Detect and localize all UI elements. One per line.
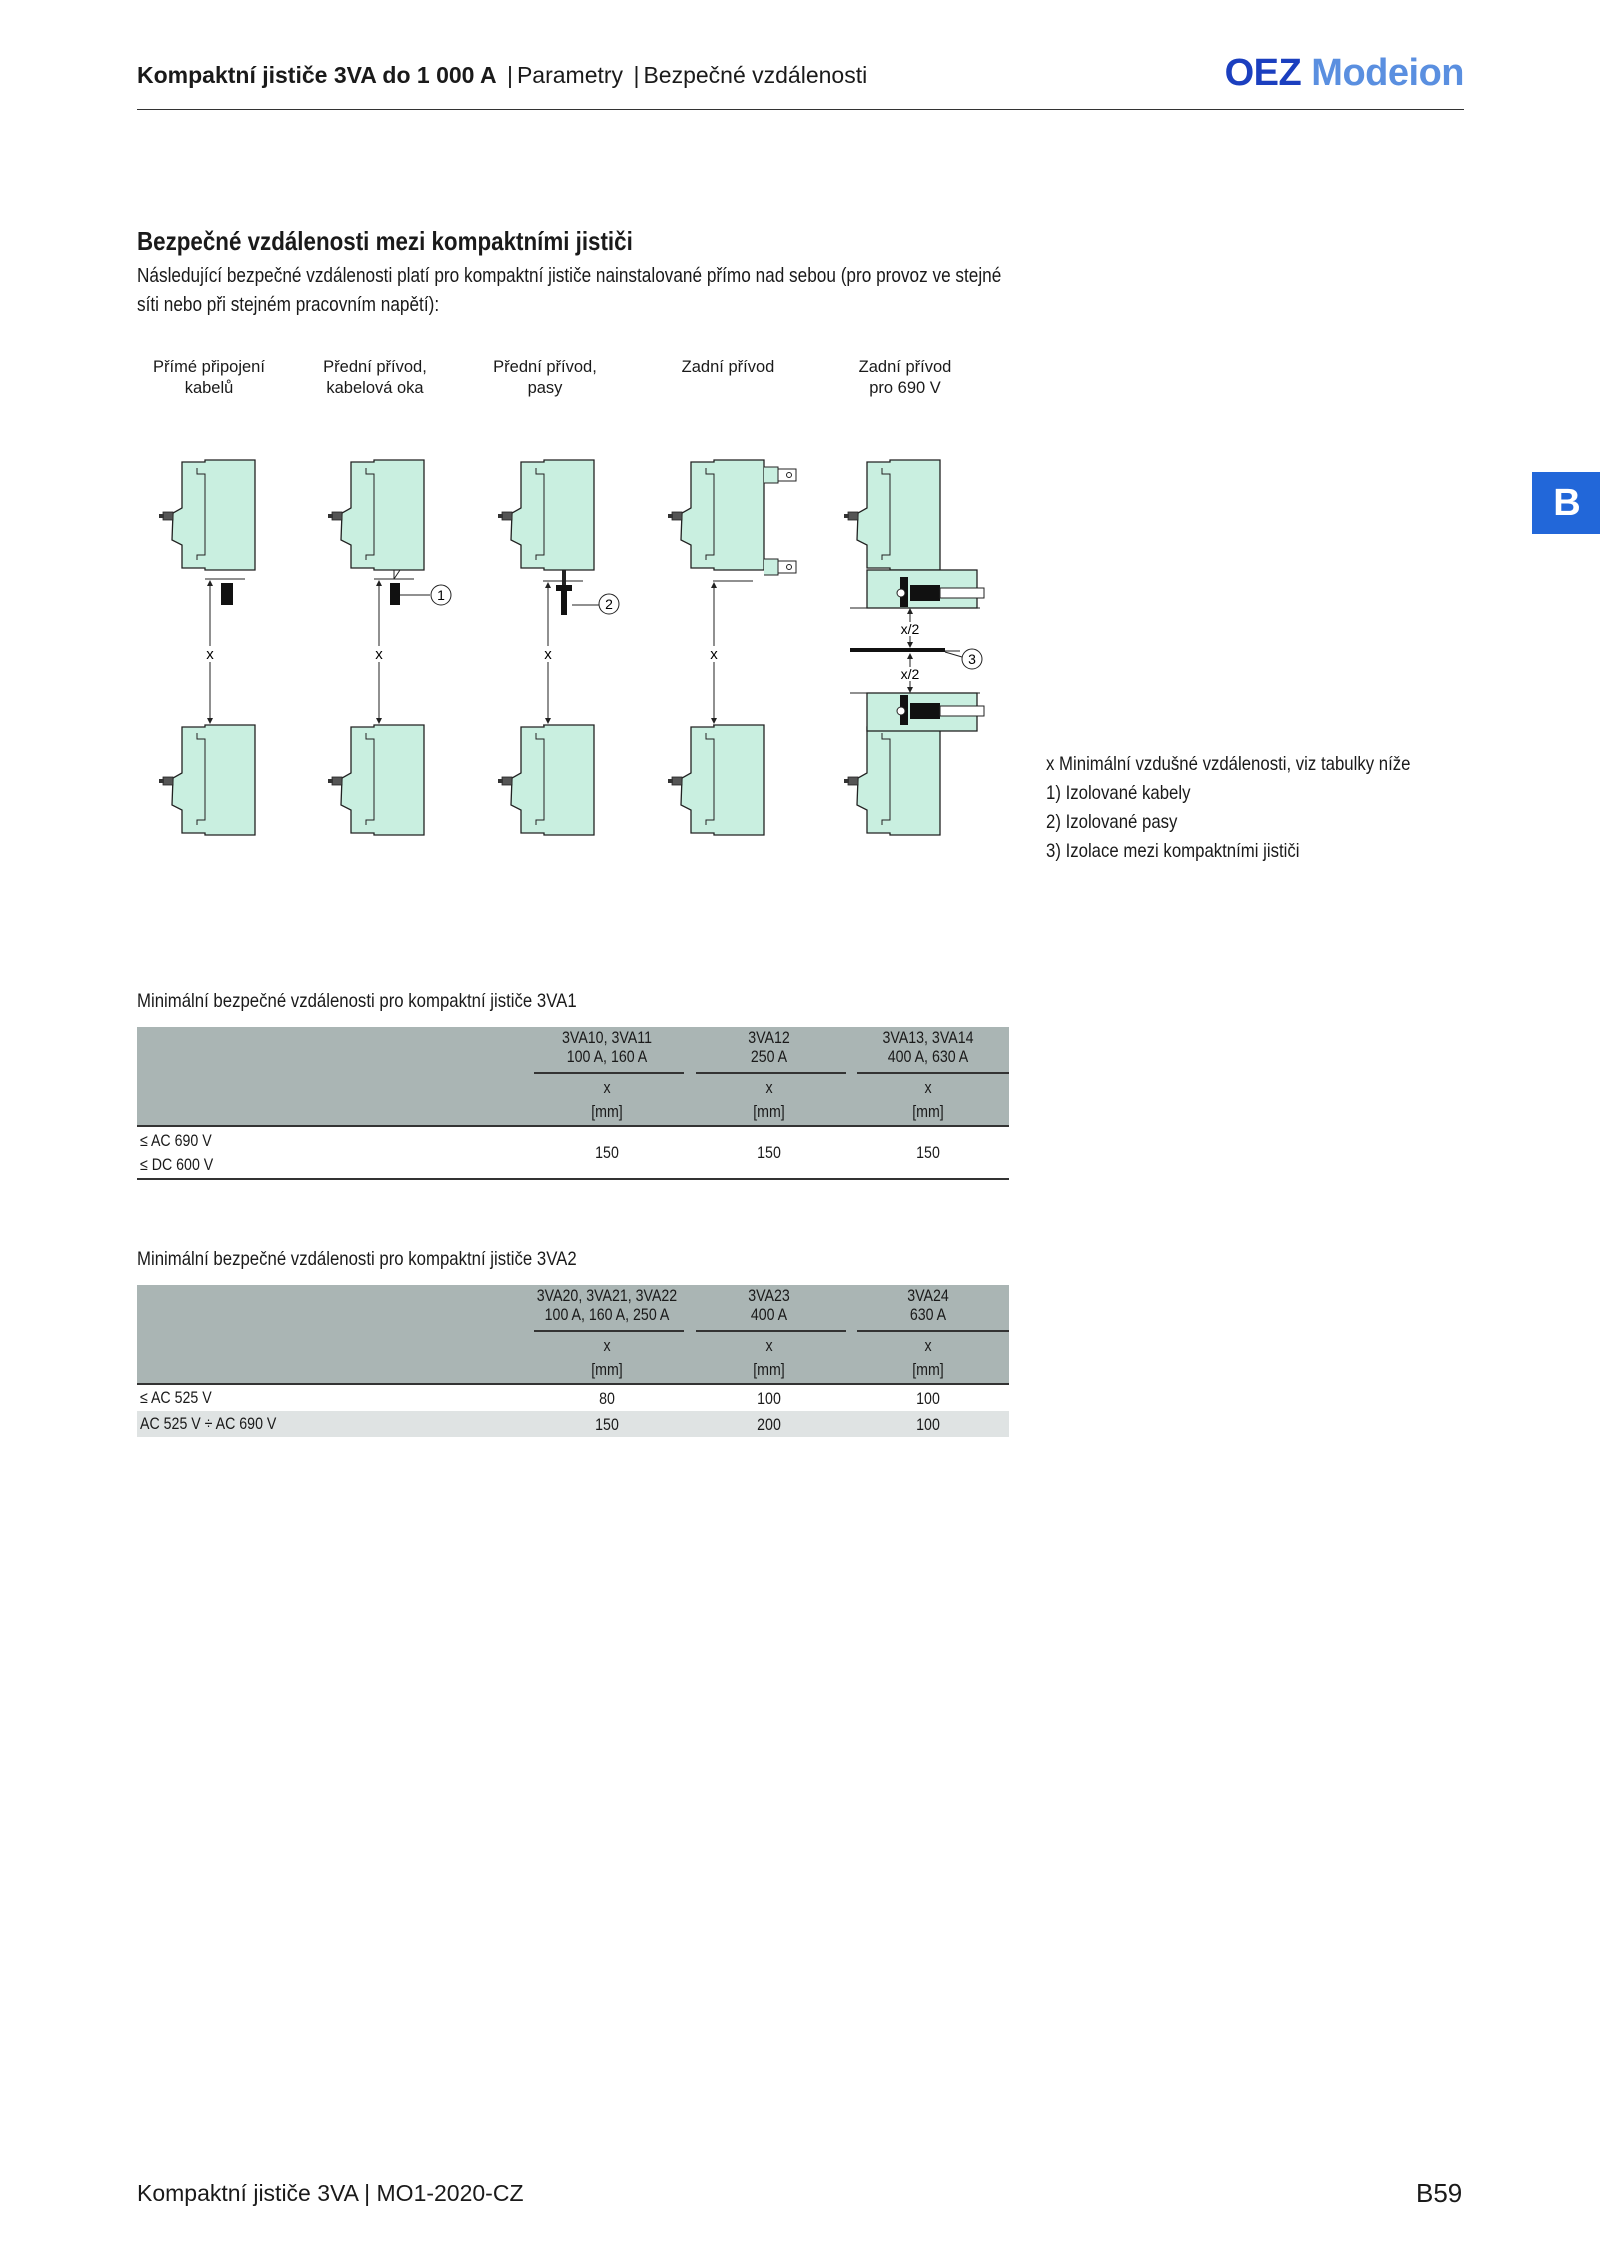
column-label-line: pro 690 V bbox=[869, 379, 941, 397]
table2-caption: Minimální bezpečné vzdálenosti pro kompaktní jističe 3VA2 bbox=[137, 1248, 577, 1270]
table1-col2-unit: [mm] bbox=[753, 1103, 785, 1121]
dimension-x-label: x bbox=[544, 646, 552, 663]
table2-cell: 100 bbox=[916, 1390, 940, 1408]
page-header bbox=[137, 52, 1464, 110]
breaker-top bbox=[159, 460, 255, 570]
table2-col3-x: x bbox=[924, 1337, 932, 1355]
breaker-bottom bbox=[328, 725, 424, 835]
table1 bbox=[137, 1027, 1009, 1179]
breaker-bottom bbox=[844, 725, 940, 835]
table2-col1-unit: [mm] bbox=[591, 1361, 623, 1379]
table1-caption: Minimální bezpečné vzdálenosti pro kompaktní jističe 3VA1 bbox=[137, 990, 577, 1012]
table2-col2-type: 3VA23 bbox=[748, 1287, 790, 1305]
footer-doc-code: MO1-2020-CZ bbox=[376, 2180, 524, 2206]
column-label-line: Přední přívod, bbox=[493, 358, 597, 376]
table1-header bbox=[137, 1027, 1009, 1125]
table2-row-label: ≤ AC 525 V bbox=[140, 1389, 212, 1407]
table2-cell: 150 bbox=[595, 1416, 619, 1434]
table1-col2-type: 3VA12 bbox=[748, 1029, 790, 1047]
table2-col1-rating: 100 A, 160 A, 250 A bbox=[544, 1306, 670, 1324]
table1-cell: 150 bbox=[916, 1144, 940, 1162]
insulation-barrier bbox=[850, 648, 945, 652]
breaker-top bbox=[498, 460, 594, 570]
breaker-top bbox=[668, 460, 764, 570]
table-row bbox=[137, 1411, 1009, 1437]
diagram-legend bbox=[1046, 750, 1410, 866]
legend-item: 1) Izolované kabely bbox=[1046, 782, 1191, 804]
legend-item: x Minimální vzdušné vzdálenosti, viz tabulky níže bbox=[1046, 753, 1411, 775]
table2-col2-x: x bbox=[765, 1337, 773, 1355]
logo-modeion: Modeion bbox=[1311, 52, 1464, 94]
breaker-bottom bbox=[498, 725, 594, 835]
dimension-x-label: x bbox=[375, 646, 383, 663]
column-label-line: Zadní přívod bbox=[681, 358, 775, 376]
breaker-top bbox=[328, 460, 424, 570]
table2-col2-rating: 400 A bbox=[750, 1306, 788, 1324]
footer-doc-title: Kompaktní jističe 3VA bbox=[137, 2180, 358, 2206]
dimension-x-label: x bbox=[206, 646, 214, 663]
header-separator: | bbox=[506, 62, 513, 88]
table2-col3-unit: [mm] bbox=[912, 1361, 944, 1379]
cable-terminal bbox=[221, 583, 233, 605]
chapter-tab: B bbox=[1532, 472, 1600, 534]
column-label-line: Zadní přívod bbox=[858, 358, 952, 376]
header-crumb-vzdalenosti: Bezpečné vzdálenosti bbox=[643, 62, 868, 88]
table1-col1-unit: [mm] bbox=[591, 1103, 623, 1121]
column-label-line: pasy bbox=[527, 379, 563, 397]
table1-row-label: ≤ DC 600 V bbox=[140, 1156, 214, 1174]
table1-col3-type: 3VA13, 3VA14 bbox=[882, 1029, 974, 1047]
table1-col2-x: x bbox=[765, 1079, 773, 1097]
table1-col1-type: 3VA10, 3VA11 bbox=[562, 1029, 652, 1047]
table2-cell: 200 bbox=[757, 1416, 781, 1434]
callout-2-number: 2 bbox=[605, 596, 613, 612]
table2 bbox=[137, 1285, 1009, 1439]
safe-distance-diagram bbox=[130, 355, 1010, 875]
callout-1-number: 1 bbox=[437, 587, 445, 603]
dimension-half-label: x/2 bbox=[900, 666, 920, 682]
table1-col1-rating: 100 A, 160 A bbox=[566, 1048, 648, 1066]
legend-item: 3) Izolace mezi kompaktními jističi bbox=[1046, 840, 1300, 862]
section-title: Bezpečné vzdálenosti mezi kompaktními jističi bbox=[137, 226, 633, 256]
cable-lug-terminal bbox=[390, 583, 400, 605]
table1-col3-rating: 400 A, 630 A bbox=[887, 1048, 969, 1066]
table1-cell: 150 bbox=[757, 1144, 781, 1162]
table2-header bbox=[137, 1285, 1009, 1383]
legend-item: 2) Izolované pasy bbox=[1046, 811, 1178, 833]
breaker-bottom bbox=[668, 725, 764, 835]
table1-row-label: ≤ AC 690 V bbox=[140, 1132, 212, 1150]
table2-col1-x: x bbox=[603, 1337, 611, 1355]
dimension-half-label: x/2 bbox=[900, 621, 920, 637]
dimension-x-label: x bbox=[710, 646, 718, 663]
callout-3-number: 3 bbox=[968, 651, 976, 667]
header-separator: | bbox=[633, 62, 640, 88]
breaker-drawings bbox=[130, 355, 1010, 875]
column-label-line: kabelová oka bbox=[326, 379, 424, 397]
table2-cell: 100 bbox=[757, 1390, 781, 1408]
table2-col3-rating: 630 A bbox=[909, 1306, 947, 1324]
column-label-line: Přední přívod, bbox=[323, 358, 427, 376]
table1-col3-unit: [mm] bbox=[912, 1103, 944, 1121]
table1-col2-rating: 250 A bbox=[750, 1048, 788, 1066]
footer-doc-info bbox=[137, 2180, 524, 2207]
breaker-bottom bbox=[159, 725, 255, 835]
table2-row-label: AC 525 V ÷ AC 690 V bbox=[140, 1415, 277, 1433]
logo-oez: OEZ bbox=[1224, 52, 1302, 94]
header-breadcrumb bbox=[137, 62, 867, 89]
table1-cell: 150 bbox=[595, 1144, 619, 1162]
oez-modeion-logo bbox=[1225, 52, 1464, 95]
busbar-terminal bbox=[561, 591, 567, 615]
section-intro: Následující bezpečné vzdálenosti platí pro kompaktní jističe nainstalované přímo nad sebou (pro provoz ve stejné síti nebo při stejném pracovním napětí): bbox=[137, 265, 1002, 316]
header-crumb-parametry: Parametry bbox=[516, 62, 624, 88]
column-label-line: Přímé připojení bbox=[153, 358, 265, 376]
table2-col1-type: 3VA20, 3VA21, 3VA22 bbox=[536, 1287, 678, 1305]
table2-col2-unit: [mm] bbox=[753, 1361, 785, 1379]
table2-cell: 100 bbox=[916, 1416, 940, 1434]
page-number: B59 bbox=[1416, 2178, 1463, 2208]
column-label-line: kabelů bbox=[184, 379, 234, 397]
busbar-insulation bbox=[556, 585, 572, 591]
table1-col3-x: x bbox=[924, 1079, 932, 1097]
table1-col1-x: x bbox=[603, 1079, 611, 1097]
table2-cell: 80 bbox=[599, 1390, 615, 1408]
breaker-top bbox=[844, 460, 940, 570]
header-title: Kompaktní jističe 3VA do 1 000 A bbox=[137, 62, 497, 88]
table2-col3-type: 3VA24 bbox=[907, 1287, 949, 1305]
footer-separator: | bbox=[364, 2180, 371, 2206]
